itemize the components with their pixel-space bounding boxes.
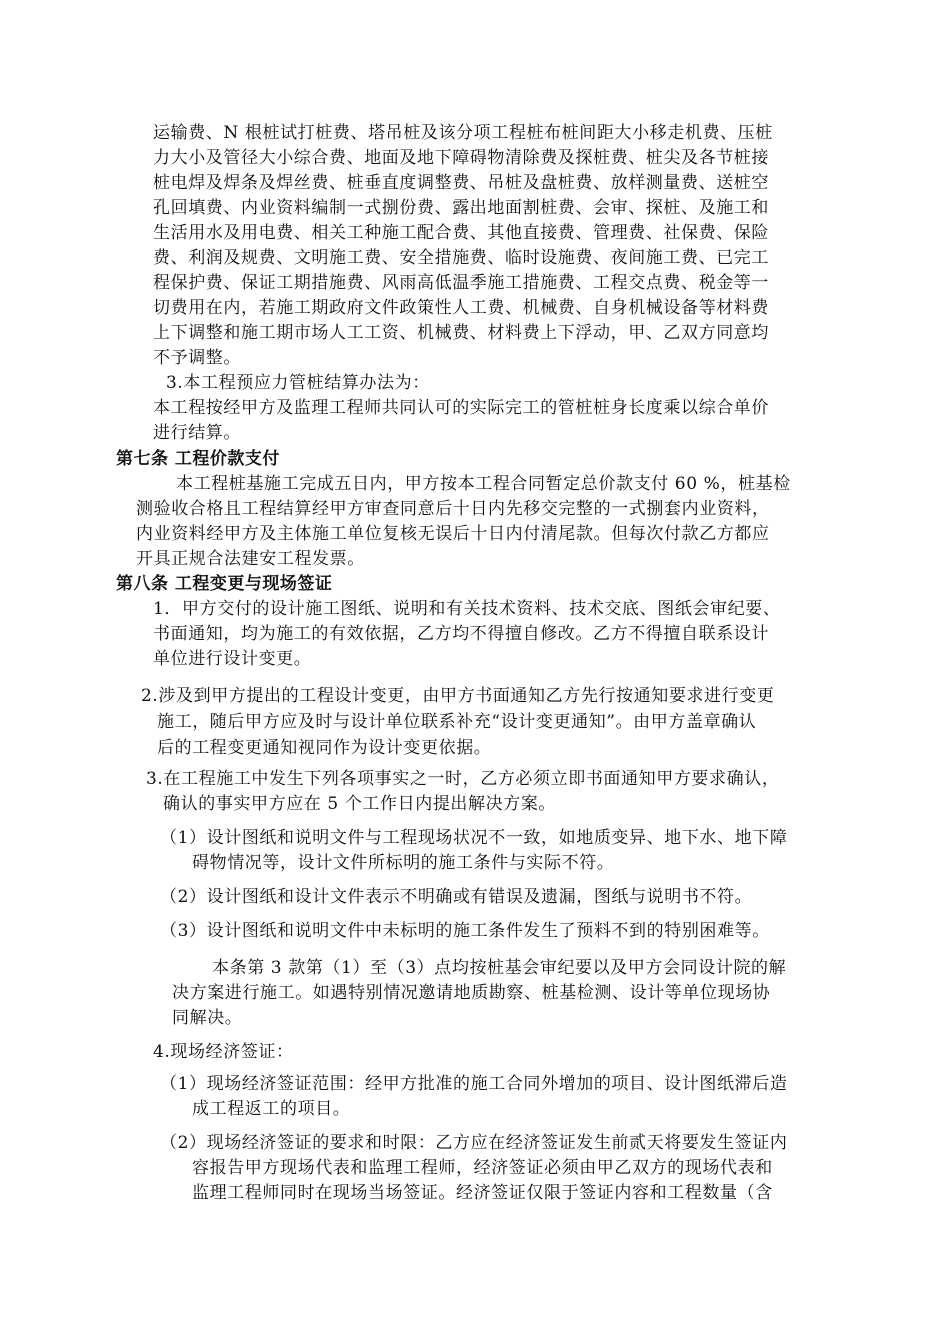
text-line: 运输费、N 根桩试打桩费、塔吊桩及该分项工程桩布桩间距大小移走机费、压桩 (153, 123, 773, 143)
text-line: 碍物情况等，设计文件所标明的施工条件与实际不符。 (192, 853, 615, 873)
text-line: 决方案进行施工。如遇特别情况邀请地质勘察、桩基检测、设计等单位现场协 (172, 983, 771, 1003)
text-line: 3.在工程施工中发生下列各项事实之一时，乙方必须立即书面通知甲方要求确认， (146, 769, 780, 789)
text-line: 施工，随后甲方应及时与设计单位联系补充“设计变更通知”。由甲方盖章确认 (157, 712, 757, 732)
text-line: 生活用水及用电费、相关工种施工配合费、其他直接费、管理费、社保费、保险 (153, 223, 769, 243)
text-line: 后的工程变更通知视同作为设计变更依据。 (157, 738, 492, 758)
text-line: 内业资料经甲方及主体施工单位复核无误后十日内付清尾款。但每次付款乙方都应 (136, 524, 770, 544)
item3-body (153, 396, 769, 446)
article8-sub1 (160, 826, 787, 876)
article8-item3 (146, 767, 779, 817)
text-line: 上下调整和施工期市场人工工资、机械费、材料费上下浮动，甲、乙双方同意均 (153, 323, 769, 343)
text-line: 监理工程师同时在现场当场签证。经济签证仅限于签证内容和工程数量（含 (192, 1183, 773, 1203)
article8-item2 (141, 683, 774, 761)
continuation-paragraph (153, 121, 773, 371)
article8-item1 (153, 597, 780, 672)
item3-title: 3.本工程预应力管桩结算办法为： (166, 373, 430, 393)
article7-heading: 第七条 工程价款支付 (116, 449, 280, 469)
article8-item4-sub1 (160, 1072, 787, 1122)
text-line: 确认的事实甲方应在 5 个工作日内提出解决方案。 (163, 794, 557, 814)
text-line: （1）设计图纸和说明文件与工程现场状况不一致，如地质变异、地下水、地下障 (160, 828, 788, 848)
text-line: 同解决。 (172, 1008, 243, 1028)
text-line: 桩电焊及焊条及焊丝费、桩垂直度调整费、吊桩及盘桩费、放样测量费、送桩空 (153, 173, 769, 193)
text-line: 进行结算。 (153, 423, 241, 443)
article8-item4-sub2 (160, 1131, 787, 1206)
text-line: 开具正规合法建安工程发票。 (136, 549, 365, 569)
text-line: 2.涉及到甲方提出的工程设计变更，由甲方书面通知乙方先行按通知要求进行变更 (141, 686, 775, 706)
text-line: 费、利润及规费、文明施工费、安全措施费、临时设施费、夜间施工费、已完工 (153, 248, 769, 268)
text-line: 不予调整。 (153, 348, 241, 368)
article8-heading: 第八条 工程变更与现场签证 (116, 574, 333, 594)
text-line: （2）设计图纸和设计文件表示不明确或有错误及遗漏，图纸与说明书不符。 (160, 887, 753, 907)
article8-sub3 (160, 919, 770, 944)
article8-sub2 (160, 885, 752, 910)
text-line: 切费用在内，若施工期政府文件政策性人工费、机械费、自身机械设备等材料费 (153, 298, 769, 318)
text-line: 单位进行设计变更。 (153, 649, 312, 669)
text-line: 测验收合格且工程结算经甲方审查同意后十日内先移交完整的一式捌套内业资料， (136, 499, 770, 519)
text-line: 书面通知，均为施工的有效依据，乙方均不得擅自修改。乙方不得擅自联系设计 (153, 624, 769, 644)
text-line: （2）现场经济签证的要求和时限：乙方应在经济签证发生前贰天将要发生签证内 (160, 1133, 788, 1153)
text-line: 力大小及管径大小综合费、地面及地下障碍物清除费及探桩费、桩尖及各节桩接 (153, 148, 769, 168)
text-line: 本工程按经甲方及监理工程师共同认可的实际完工的管桩桩身长度乘以综合单价 (153, 398, 769, 418)
text-line: 本工程桩基施工完成五日内，甲方按本工程合同暂定总价款支付 60 %，桩基检 (176, 474, 791, 494)
text-line: 程保护费、保证工期措施费、风雨高低温季施工措施费、工程交点费、税金等一 (153, 273, 769, 293)
text-line: 本条第 3 款第（1）至（3）点均按桩基会审纪要以及甲方会同设计院的解 (212, 958, 787, 978)
article8-note (172, 956, 786, 1031)
text-line: （1）现场经济签证范围：经甲方批准的施工合同外增加的项目、设计图纸滞后造 (160, 1074, 788, 1094)
text-line: 孔回填费、内业资料编制一式捌份费、露出地面割桩费、会审、探桩、及施工和 (153, 198, 769, 218)
text-line: （3）设计图纸和说明文件中未标明的施工条件发生了预料不到的特别困难等。 (160, 921, 770, 941)
article8-item4-title: 4.现场经济签证： (153, 1042, 294, 1062)
article7-body (136, 472, 791, 572)
text-line: 成工程返工的项目。 (192, 1099, 351, 1119)
text-line: 1．甲方交付的设计施工图纸、说明和有关技术资料、技术交底、图纸会审纪要、 (153, 599, 781, 619)
text-line: 容报告甲方现场代表和监理工程师，经济签证必须由甲乙双方的现场代表和 (192, 1158, 773, 1178)
